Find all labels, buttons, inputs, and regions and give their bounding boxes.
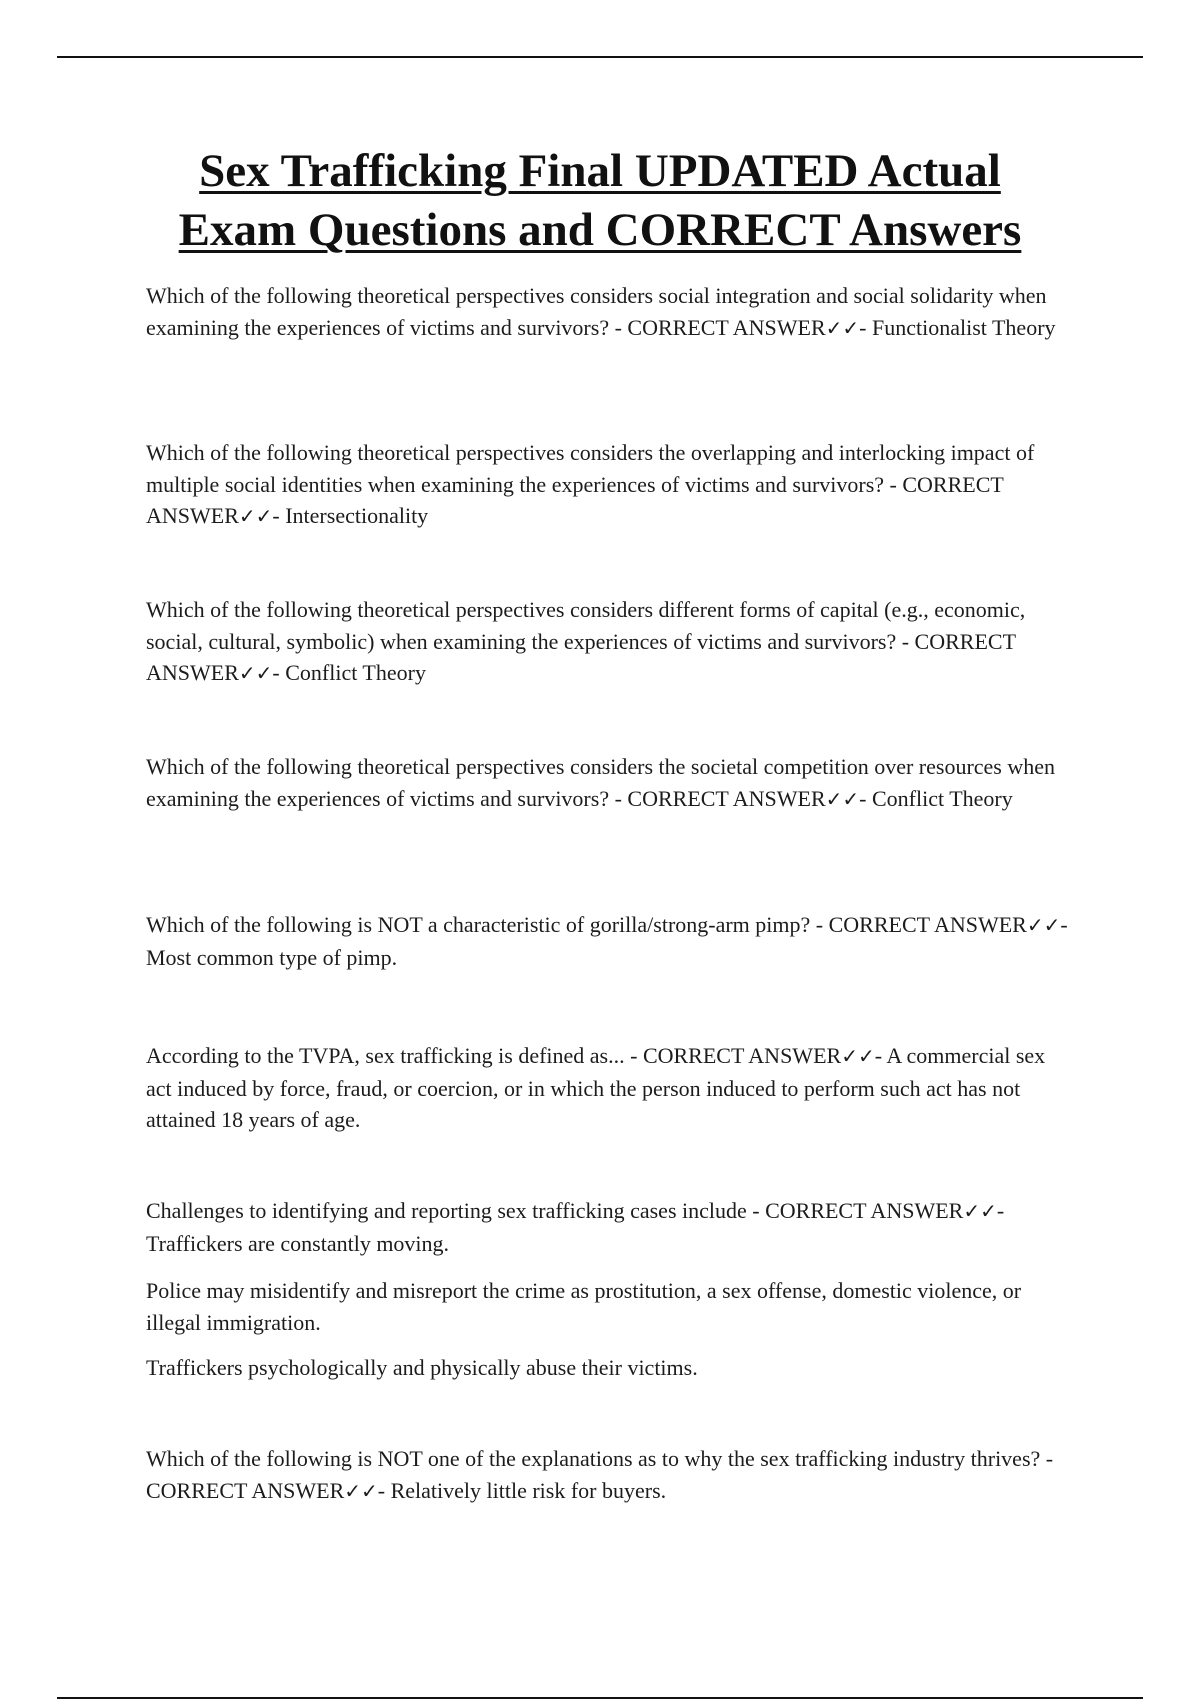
answer-text: - Traffickers are constantly moving. xyxy=(146,1198,1005,1256)
double-check-icon: ✓✓ xyxy=(1026,913,1061,937)
double-check-icon: ✓✓ xyxy=(825,315,860,340)
title-line-2: Exam Questions and CORRECT Answers xyxy=(178,204,1022,256)
bottom-rule xyxy=(57,1697,1143,1699)
question-text: Which of the following theoretical perspectives considers the societal competition over resources when examining the experiences of victims and survivors? - CORRECT ANSWER xyxy=(146,754,1056,811)
qa-item-7 xyxy=(146,1195,1076,1259)
answer-continuation-1: Police may misidentify and misreport the crime as prostitution, a sex offense, domestic violence, or illegal immigration. xyxy=(146,1278,1022,1335)
answer-text: - Relatively little risk for buyers. xyxy=(377,1477,667,1503)
title-line-1: Sex Trafficking Final UPDATED Actual xyxy=(199,145,1001,197)
question-text: Challenges to identifying and reporting sex trafficking cases include - CORRECT ANSWER xyxy=(146,1198,964,1223)
double-check-icon: ✓✓ xyxy=(963,1199,997,1223)
question-text: Which of the following is NOT one of the explanations as to why the sex trafficking industry thrives? - CORRECT ANSWER xyxy=(146,1446,1054,1503)
answer-text: - A commercial sex act induced by force, fraud, or coercion, or in which the person induced to perform such act has not attained 18 years of age. xyxy=(146,1043,1046,1132)
question-text: According to the TVPA, sex trafficking is defined as... - CORRECT ANSWER xyxy=(146,1043,842,1068)
answer-text: - Intersectionality xyxy=(272,503,429,528)
qa-item-8 xyxy=(146,1443,1076,1507)
qa-item-6 xyxy=(146,1040,1076,1136)
qa-item-2 xyxy=(146,437,1076,533)
question-text: Which of the following theoretical perspectives considers social integration and social solidarity when examining the experiences of victims and survivors? - CORRECT ANSWER xyxy=(146,283,1047,340)
qa-item-5 xyxy=(146,909,1076,973)
answer-text: - Conflict Theory xyxy=(272,660,426,685)
double-check-icon: ✓✓ xyxy=(238,661,273,685)
qa-item-1 xyxy=(146,280,1076,344)
document-title xyxy=(100,142,1100,260)
top-rule xyxy=(57,56,1143,58)
double-check-icon: ✓✓ xyxy=(841,1044,875,1068)
double-check-icon: ✓✓ xyxy=(238,504,273,528)
answer-text: - Conflict Theory xyxy=(859,785,1013,811)
answer-text: - Functionalist Theory xyxy=(859,314,1056,340)
double-check-icon: ✓✓ xyxy=(344,1478,378,1503)
question-text: Which of the following is NOT a characteristic of gorilla/strong-arm pimp? - CORRECT ANSWER xyxy=(146,912,1027,937)
qa-item-3 xyxy=(146,594,1076,690)
question-text: Which of the following theoretical perspectives considers different forms of capital (e.g., economic, social, cultural, symbolic) when examining the experiences of victims and survivors? - CORRECT ANSWER xyxy=(146,597,1026,685)
qa-item-4 xyxy=(146,751,1076,815)
answer-text: - Most common type of pimp. xyxy=(146,912,1068,970)
question-text: Which of the following theoretical perspectives considers the overlapping and interlocking impact of multiple social identities when examining the experiences of victims and survivors? - CORRECT ANSWER xyxy=(146,440,1035,528)
double-check-icon: ✓✓ xyxy=(825,786,860,811)
answer-continuation-2: Traffickers psychologically and physically abuse their victims. xyxy=(146,1355,698,1380)
